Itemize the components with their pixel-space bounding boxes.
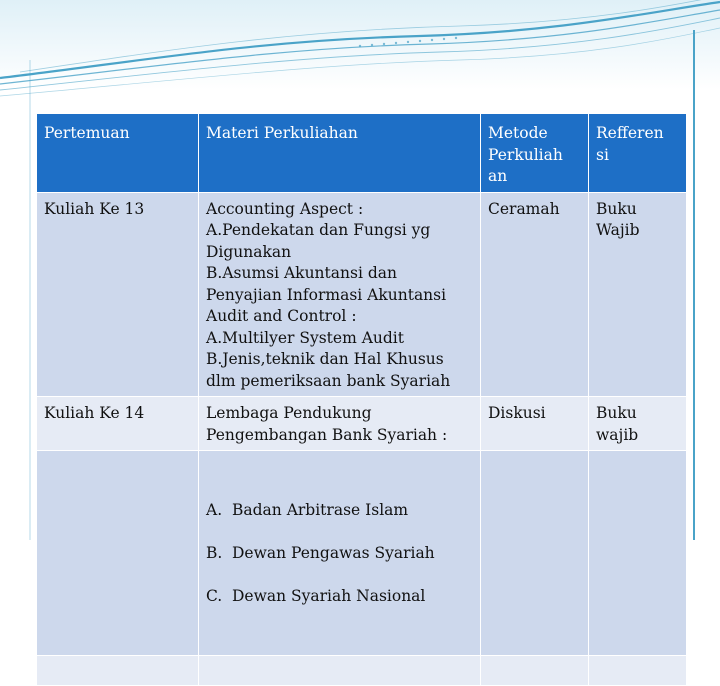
cell-pertemuan: Kuliah Ke 14 [37,397,199,451]
list-item [206,586,473,608]
header-pertemuan: Pertemuan [37,114,199,193]
list-marker: C. [206,587,223,605]
schedule-table [36,113,687,686]
list-marker: A. [206,501,223,519]
cell-metode [481,655,589,685]
cell-materi: Lembaga Pendukung Pengembangan Bank Syariah : [199,397,481,451]
list-item-text: Dewan Syariah Nasional [232,587,426,605]
cell-pertemuan [37,655,199,685]
table-row [37,451,687,656]
header-referensi: Refferen si [589,114,687,193]
cell-materi [199,655,481,685]
list-item-text: Badan Arbitrase Islam [232,501,409,519]
cell-referensi: Buku wajib [589,397,687,451]
header-metode: Metode Perkuliah an [481,114,589,193]
materi-sublist [206,479,473,630]
list-item [206,543,473,565]
table-header-row [37,114,687,193]
cell-referensi [589,655,687,685]
cell-referensi: Buku Wajib [589,192,687,397]
cell-metode [481,451,589,656]
cell-pertemuan: Kuliah Ke 13 [37,192,199,397]
cell-referensi [589,451,687,656]
list-item [206,500,473,522]
cell-materi: Accounting Aspect : A.Pendekatan dan Fungsi yg Digunakan B.Asumsi Akuntansi dan Penyajian Informasi Akuntansi Audit and Control : A.Multilyer System Audit B.Jenis,teknik dan Hal Khusus dlm pemeriksaan bank Syariah [199,192,481,397]
list-marker: B. [206,544,223,562]
list-item-text: Dewan Pengawas Syariah [232,544,435,562]
cell-materi [199,451,481,656]
table-row [37,655,687,685]
header-materi: Materi Perkuliahan [199,114,481,193]
cell-metode: Ceramah [481,192,589,397]
cell-pertemuan [37,451,199,656]
cell-metode: Diskusi [481,397,589,451]
table-row [37,397,687,451]
schedule-table-container [36,113,686,605]
table-row [37,192,687,397]
